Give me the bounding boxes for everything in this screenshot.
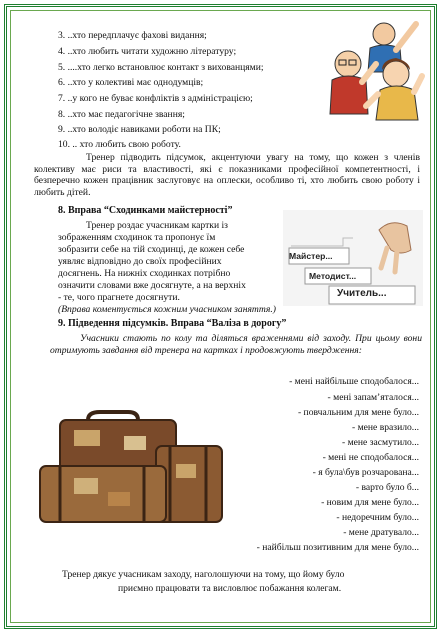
section-8-line: означити словами вже досягнуте, а на верхніх	[58, 280, 246, 291]
statement: - я була\був розчарована...	[312, 467, 419, 478]
statement: - мене дратувало...	[343, 527, 419, 538]
section-9-heading: 9. Підведення підсумків. Вправа “Валіза в дорогу”	[58, 318, 287, 329]
closing-line: Тренер дякує учасникам заходу, наголошуючи на тому, що йому було	[62, 569, 345, 580]
list-item: 5. ....хто легко встановлює контакт з вихованцями;	[58, 62, 264, 73]
section-8-heading: 8. Вправа “Сходинками майстерності”	[58, 205, 233, 216]
section-8-line: зобразити себе на тій сходинці, де кожен себе	[58, 244, 245, 255]
list-item: 10. .. хто любить свою роботу.	[58, 139, 181, 150]
list-item: 6. ..хто у колективі має однодумців;	[58, 77, 204, 88]
statement: - мені найбільше сподобалося...	[289, 376, 419, 387]
list-item: 9. ..хто володіє навиками роботи на ПК;	[58, 124, 221, 135]
statement: - мені запам’яталося...	[327, 392, 419, 403]
statement: - мені не сподобалося...	[322, 452, 419, 463]
statement: - новим для мене було...	[321, 497, 419, 508]
statement: - варто було б...	[355, 482, 419, 493]
suitcases-illustration	[30, 406, 230, 528]
list-item: 4. ..хто любить читати художню літературу;	[58, 46, 237, 57]
statement: - повчальним для мене було...	[297, 407, 419, 418]
section-8-line: Тренер роздає учасникам картки із	[86, 220, 228, 231]
statement: - мене вразило...	[351, 422, 419, 433]
section-8-line: зображенням сходинок та пропонує їм	[58, 232, 216, 243]
step-label: Методист...	[309, 271, 357, 281]
statement: - недоречним було...	[336, 512, 419, 523]
section-8-line: - те, чого прагнете досягнути.	[58, 292, 180, 303]
list-item: 3. ..хто передплачує фахові видання;	[58, 30, 207, 41]
list-item: 8. ..хто має педагогічне звання;	[58, 109, 185, 120]
step-label: Майстер...	[289, 251, 333, 261]
statement: - мене засмутило...	[342, 437, 419, 448]
statement: - найбільш позитивним для мене було...	[256, 542, 419, 553]
step-label: Учитель...	[337, 288, 387, 299]
waving-people-illustration	[322, 14, 426, 122]
closing-line: приємно працювати та висловлює побажання колегам.	[118, 583, 342, 594]
section-8-line: уявляє відповідно до своїх професійних	[58, 256, 222, 267]
career-steps-illustration	[283, 210, 423, 306]
list-item: 7. ..у кого не буває конфліктів з адміністрацією;	[58, 93, 253, 104]
summary-paragraph: Тренер підводить підсумок, акцентуючи увагу на тому, що кожен з членів колективу має риси та властивості, які є показниками професійної компетентності, і безперечно кожен працівник заслуговує на оплески, особливо ті, хто любить свою роботу і любить дітей.	[34, 152, 420, 198]
section-8-line: досягнень. На нижніх сходинках потрібно	[58, 268, 231, 279]
section-9-intro: Учасники стають по колу та діляться враженнями від заходу. При цьому вони отримують завдання від тренера на картках і продовжують твердження:	[50, 333, 422, 356]
section-8-note: (Вправа коментується кожним учасником заняття.)	[58, 304, 276, 315]
